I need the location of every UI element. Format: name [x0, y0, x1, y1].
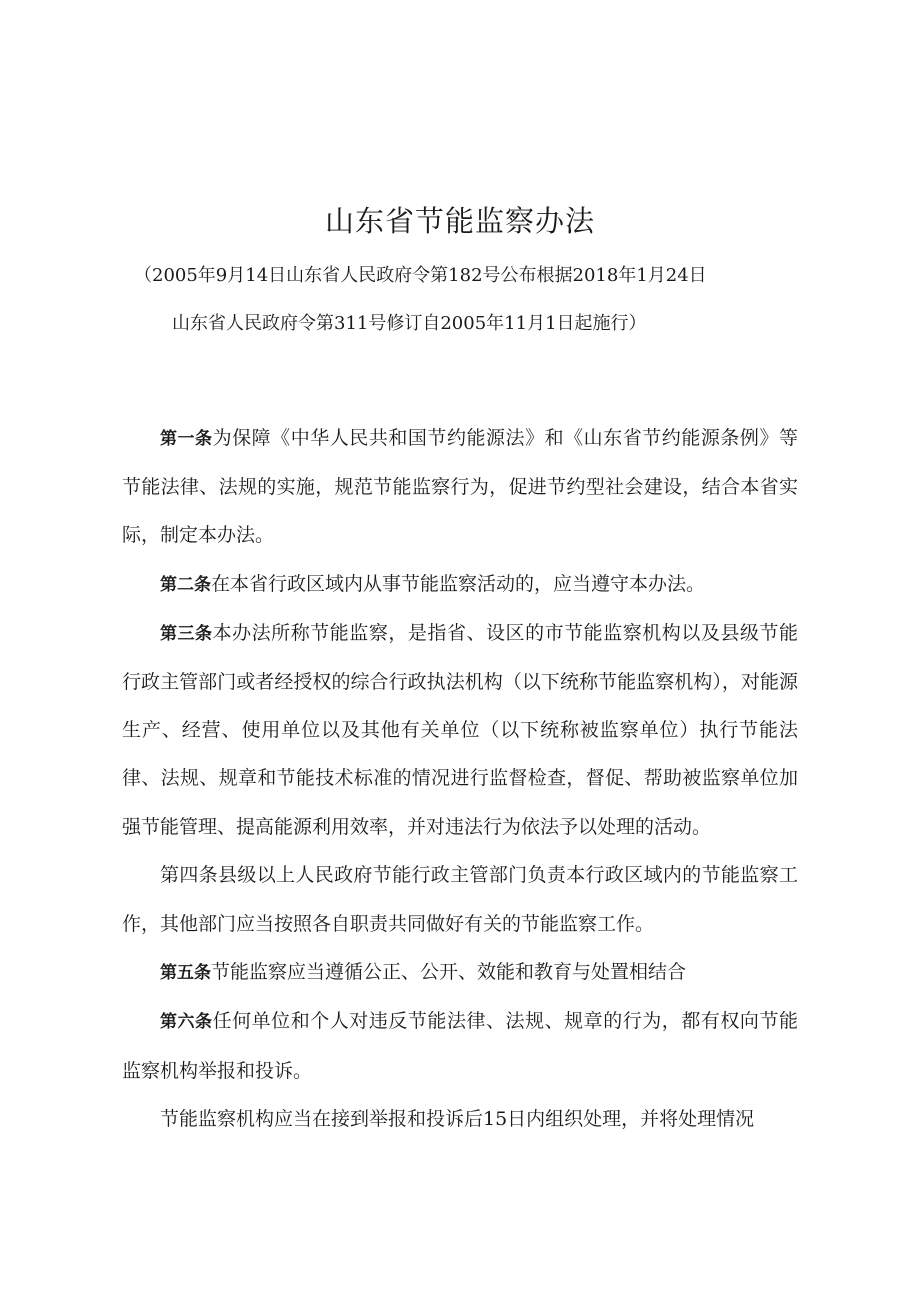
- paragraph-text: 任何单位和个人对违反节能法律、法规、规章的行为，都有权向节能监察机构举报和投诉。: [122, 1010, 798, 1082]
- paragraph-article-5: [122, 948, 798, 997]
- document-title: 山东省节能监察办法: [324, 204, 595, 238]
- paragraph-article-4: [122, 851, 798, 948]
- document-subtitle-line1: （2005年9月14日山东省人民政府令第182号公布根据2018年1月24日: [134, 265, 707, 286]
- paragraph-article-6-continued: [122, 1095, 798, 1144]
- article-number: 第三条: [160, 623, 213, 644]
- paragraph-text: 为保障《中华人民共和国节约能源法》和《山东省节约能源条例》等节能法律、法规的实施，规范节能监察行为，促进节约型社会建设，结合本省实际，制定本办法。: [122, 427, 798, 547]
- paragraph-article-1: [122, 414, 798, 560]
- paragraph-article-3: [122, 609, 798, 851]
- article-number: 第六条: [160, 1012, 213, 1033]
- paragraph-article-2: [122, 560, 798, 609]
- article-number: 第一条: [160, 429, 213, 449]
- paragraph-text: 节能监察应当遵循公正、公开、效能和教育与处置相结合: [211, 961, 687, 984]
- paragraph-article-6: [122, 997, 798, 1094]
- paragraph-text: 本办法所称节能监察，是指省、设区的市节能监察机构以及县级节能行政主管部门或者经授权的综合行政执法机构（以下统称节能监察机构），对能源生产、经营、使用单位以及其他有关单位（以下统称被监察单位）执行节能法律、法规、规章和节能技术标准的情况进行监督检查，督促、帮助被监察单位加强节能管理、提高能源利用效率，并对违法行为依法予以处理的活动。: [122, 621, 798, 838]
- document-subtitle-line2: 山东省人民政府令第311号修订自2005年11月1日起施行）: [172, 313, 647, 334]
- paragraph-text: 在本省行政区域内从事节能监察活动的，应当遵守本办法。: [211, 572, 706, 595]
- article-number: 第五条: [160, 963, 211, 984]
- paragraph-text: 节能监察机构应当在接到举报和投诉后15日内组织处理，并将处理情况: [160, 1107, 755, 1130]
- document-body: [122, 414, 798, 1144]
- paragraph-text: 第四条县级以上人民政府节能行政主管部门负责本行政区域内的节能监察工作，其他部门应当按照各自职责共同做好有关的节能监察工作。: [122, 863, 798, 936]
- article-number: 第二条: [160, 574, 211, 595]
